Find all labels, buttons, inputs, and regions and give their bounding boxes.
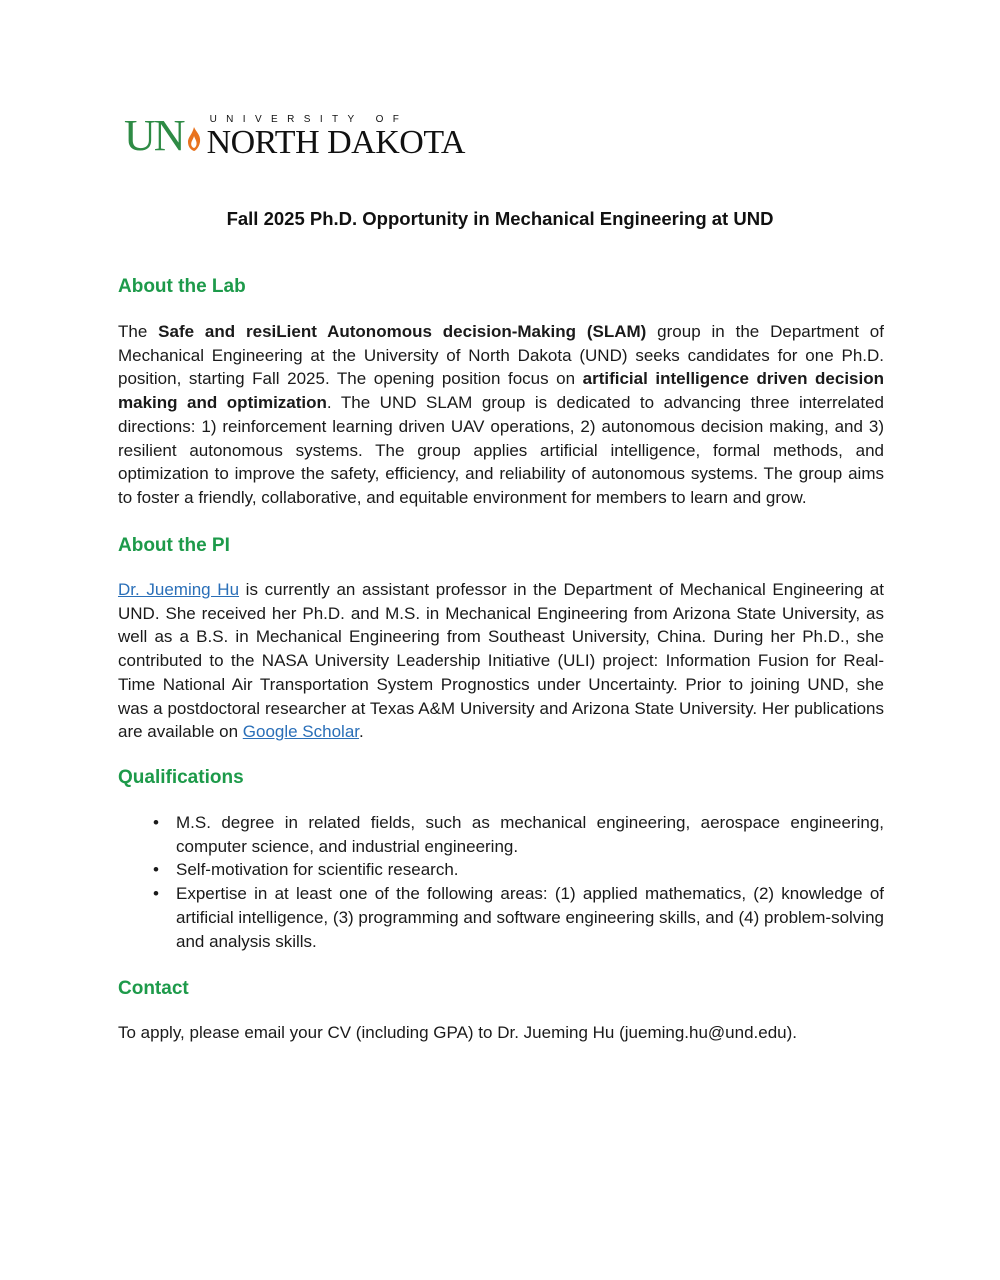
about-lab-heading: About the Lab [118, 276, 246, 297]
page-title: Fall 2025 Ph.D. Opportunity in Mechanical Engineering at UND [226, 208, 774, 229]
qualifications-list [118, 811, 884, 953]
list-item: • Expertise in at least one of the following areas: (1) applied mathematics, (2) knowledge of artificial intelligence, (3) programming and software engineering skills, and (4) problem-solving and analysis skills. [153, 884, 884, 951]
contact-paragraph: To apply, please email your CV (including GPA) to Dr. Jueming Hu (jueming.hu@und.edu). [118, 1023, 798, 1042]
flame-icon [186, 126, 202, 152]
logo-north-dakota: NORTH DAKOTA [206, 124, 465, 161]
about-pi-paragraph: Dr. Jueming Hu is currently an assistant professor in the Department of Mechanical Engineering at UND. She received her Ph.D. and M.S. in Mechanical Engineering from Arizona State University, as well as a B.S. in Mechanical Engineering from Southeast University, China. During her Ph.D., she contributed to the NASA University Leadership Initiative (ULI) project: Information Fusion for Real-Time National Air Transportation System Prognostics under Uncertainty. Prior to joining UND, she was a postdoctoral researcher at Texas A&M University and Arizona State University. Her publications are available on Google Scholar. [118, 580, 884, 742]
about-pi-heading: About the PI [118, 535, 230, 556]
google-scholar-link[interactable]: Google Scholar [242, 722, 360, 742]
focus-area: artificial intelligence driven decision making and optimization [118, 369, 884, 413]
about-lab-paragraph: The Safe and resiLient Autonomous decision-Making (SLAM) group in the Department of Mechanical Engineering at the University of North Dakota (UND) seeks candidates for one Ph.D. position, starting Fall 2025. The opening position focus on artificial intelligence driven decision making and optimization. The UND SLAM group is dedicated to advancing three interrelated directions: 1) reinforcement learning driven UAV operations, 2) autonomous decision making, and 3) resilient autonomous systems. The group applies artificial intelligence, formal methods, and optimization to improve the safety, efficiency, and reliability of autonomous systems. The group aims to foster a friendly, collaborative, and equitable environment for members to learn and grow. [118, 322, 884, 507]
und-logo [124, 111, 465, 161]
list-item: • Self-motivation for scientific research. [153, 860, 459, 880]
group-name: Safe and resiLient Autonomous decision-Making (SLAM) [158, 322, 647, 341]
logo-und-mark: U N [124, 114, 203, 158]
logo-university-of: UNIVERSITY OF [209, 114, 409, 125]
pi-profile-link[interactable]: Dr. Jueming Hu [118, 580, 240, 599]
list-item: • M.S. degree in related fields, such as mechanical engineering, aerospace engineering, computer science, and industrial engineering. [153, 813, 884, 856]
qualifications-heading: Qualifications [118, 767, 244, 788]
contact-heading: Contact [118, 978, 189, 999]
